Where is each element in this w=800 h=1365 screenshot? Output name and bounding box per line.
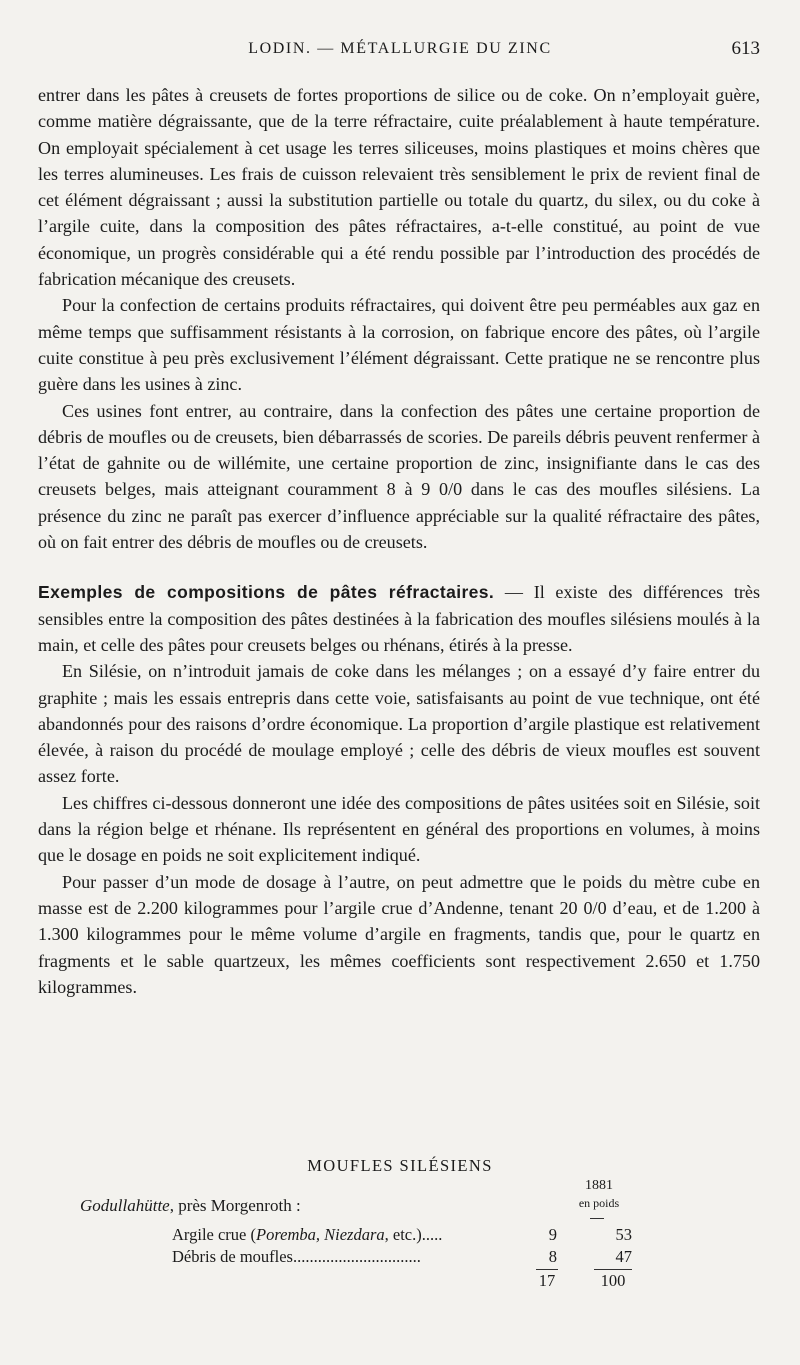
column-unit: en poids <box>578 1196 620 1210</box>
total-rule <box>594 1269 632 1270</box>
paragraph: En Silésie, on n’introduit jamais de coke dans les mélanges ; on a essayé d’y faire entrer du graphite ; mais les essais entrepris dans cette voie, satisfaisants au point de vue technique, ont été abandonnés pour des raisons d’ordre économique. La proportion d’argile plastique est relativement élevée, à raison du procédé de moulage employé ; celle des débris de vieux moufles est souvent assez forte. <box>38 661 760 787</box>
table-row <box>172 1247 652 1269</box>
paragraph: entrer dans les pâtes à creusets de fortes proportions de silice ou de coke. On n’employait guère, comme matière dégraissante, que de la terre réfractaire, cuite préalablement à haute température. On employait spécialement à cet usage les terres siliceuses, moins plastiques et moins chères que les terres alumineuses. Les frais de cuisson relevaient très sensiblement le prix de revient final de cet élément dégraissant ; aussi la substitution partielle ou totale du quartz, du silex, ou du coke à l’argile cuite, dans la composition des pâtes réfractaires, a-t-elle constitué, au point de vue économique, un progrès considérable qui a été rendu possible par l’introduction des procédés de fabrication mécanique des creusets. <box>38 85 760 290</box>
works-name-italic: Godullahütte <box>80 1196 170 1215</box>
row-label-end: , etc.)..... <box>384 1225 443 1244</box>
total-volume: 17 <box>538 1271 556 1290</box>
table-row <box>172 1225 652 1247</box>
row-label-text: Argile crue ( <box>172 1225 256 1244</box>
section-heading: Exemples de compositions de pâtes réfractaires. <box>38 582 495 603</box>
row-volume: 8 <box>548 1247 557 1266</box>
paragraph-with-heading <box>38 579 760 658</box>
row-volume: 9 <box>548 1225 557 1244</box>
works-name <box>80 1196 301 1216</box>
table-title: MOUFLES SILÉSIENS <box>307 1156 493 1175</box>
paragraph: Ces usines font entrer, au contraire, dans la confection des pâtes une certaine proportion de débris de moufles ou de creusets, bien débarrassés de scories. De pareils débris peuvent renfermer à l’état de gahnite ou de willémite, une certaine proportion de zinc, insignifiante dans le cas des creusets belges, mais atteignant couramment 8 à 9 0/0 dans le cas des moufles silésiens. La présence du zinc ne paraît pas exercer d’influence appréciable sur la qualité réfractaire des pâtes, où on fait entrer des débris de moufles ou de creusets. <box>38 400 760 553</box>
paragraph: Les chiffres ci-dessous donneront une idée des compositions de pâtes usitées soit en Silésie, soit dans la région belge et rhénane. Ils représentent en général des proportions en volumes, à moins que le dosage en poids ne soit explicitement indiqué. <box>38 792 760 866</box>
row-label <box>172 1225 442 1245</box>
total-weight: 100 <box>600 1271 626 1290</box>
total-rule <box>536 1269 558 1270</box>
paragraph-text: — Il existe des différences très sensibles entre la composition des pâtes destinées à la fabrication des moufles silésiens moulés à la main, et celle des pâtes pour creusets belges ou rhénans, étirés à la presse. <box>38 582 760 655</box>
main-text <box>38 82 760 1000</box>
running-head: LODIN. — MÉTALLURGIE DU ZINC <box>248 40 552 57</box>
column-year: 1881 <box>585 1178 613 1193</box>
row-label-italic: Poremba, Niezdara <box>256 1225 385 1244</box>
row-label: Débris de moufles............................... <box>172 1247 421 1266</box>
composition-table <box>0 1150 800 1310</box>
works-location: , près Morgenroth : <box>169 1196 301 1215</box>
page-header <box>0 36 800 66</box>
paragraph: Pour la confection de certains produits réfractaires, qui doivent être peu perméables aux gaz en même temps que suffisamment résistants à la corrosion, on fabrique encore des pâtes, où l’argile cuite constitue à peu près exclusivement l’élément dégraissant. Cette pratique ne se rencontre plus guère dans les usines à zinc. <box>38 295 760 395</box>
row-weight: 47 <box>615 1247 632 1266</box>
page-number: 613 <box>731 38 760 59</box>
paragraph: Pour passer d’un mode de dosage à l’autre, on peut admettre que le poids du mètre cube en masse est de 2.200 kilogrammes pour l’argile crue d’Andenne, tenant 20 0/0 d’eau, et de 1.200 à 1.300 kilogrammes pour le même volume d’argile en fragments, tandis que, pour le quartz en fragments et le sable quartzeux, les mêmes coefficients sont respectivement 2.650 et 1.750 kilogrammes. <box>38 871 760 997</box>
row-weight: 53 <box>615 1225 632 1244</box>
header-rule <box>590 1218 604 1219</box>
